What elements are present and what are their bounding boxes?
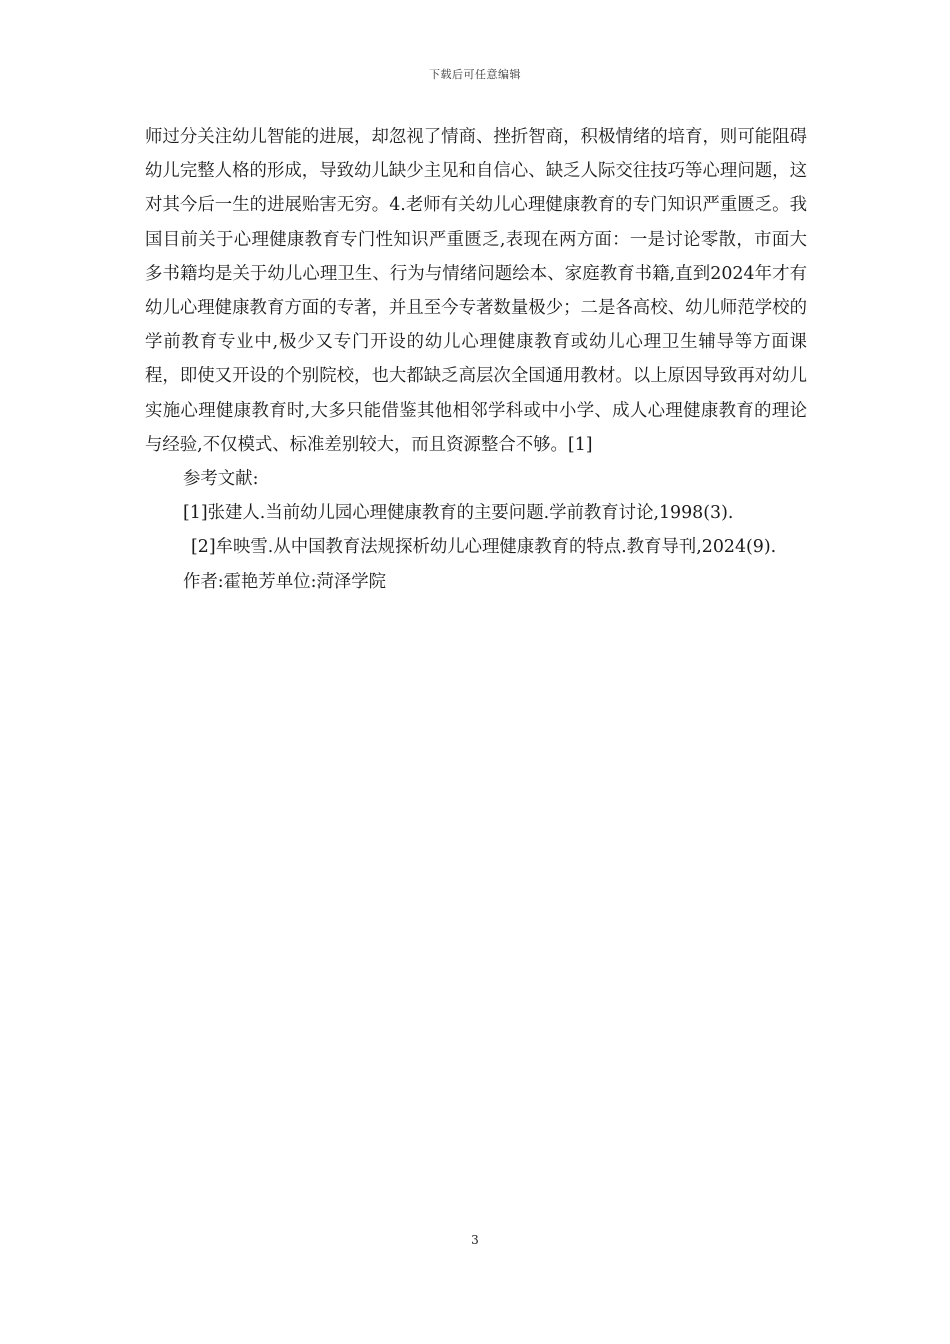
reference-item-1: [1]张建人.当前幼儿园心理健康教育的主要问题.学前教育讨论,1998(3). — [183, 503, 734, 524]
reference-item-2: [2]牟映雪.从中国教育法规探析幼儿心理健康教育的特点.教育导刊,2024(9). — [191, 537, 777, 558]
document-body — [145, 120, 807, 599]
page-header: 下载后可任意编辑 — [429, 68, 521, 81]
references-heading: 参考文献: — [183, 469, 259, 490]
main-paragraph: 师过分关注幼儿智能的进展，却忽视了情商、挫折智商，积极情绪的培育，则可能阻碍幼儿完整人格的形成，导致幼儿缺少主见和自信心、缺乏人际交往技巧等心理问题，这对其今后一生的进展贻害无穷。4.老师有关幼儿心理健康教育的专门知识严重匮乏。我国目前关于心理健康教育专门性知识严重匮乏,表现在两方面：一是讨论零散，市面大多书籍均是关于幼儿心理卫生、行为与情绪问题绘本、家庭教育书籍,直到2024年才有幼儿心理健康教育方面的专著，并且至今专著数量极少；二是各高校、幼儿师范学校的学前教育专业中,极少又专门开设的幼儿心理健康教育或幼儿心理卫生辅导等方面课程，即使又开设的个别院校，也大都缺乏高层次全国通用教材。以上原因导致再对幼儿实施心理健康教育时,大多只能借鉴其他相邻学科或中小学、成人心理健康教育的理论与经验,不仅模式、标准差别较大，而且资源整合不够。[1] — [145, 127, 807, 455]
page-number: 3 — [471, 1233, 479, 1247]
author-line: 作者:霍艳芳单位:菏泽学院 — [183, 571, 387, 592]
